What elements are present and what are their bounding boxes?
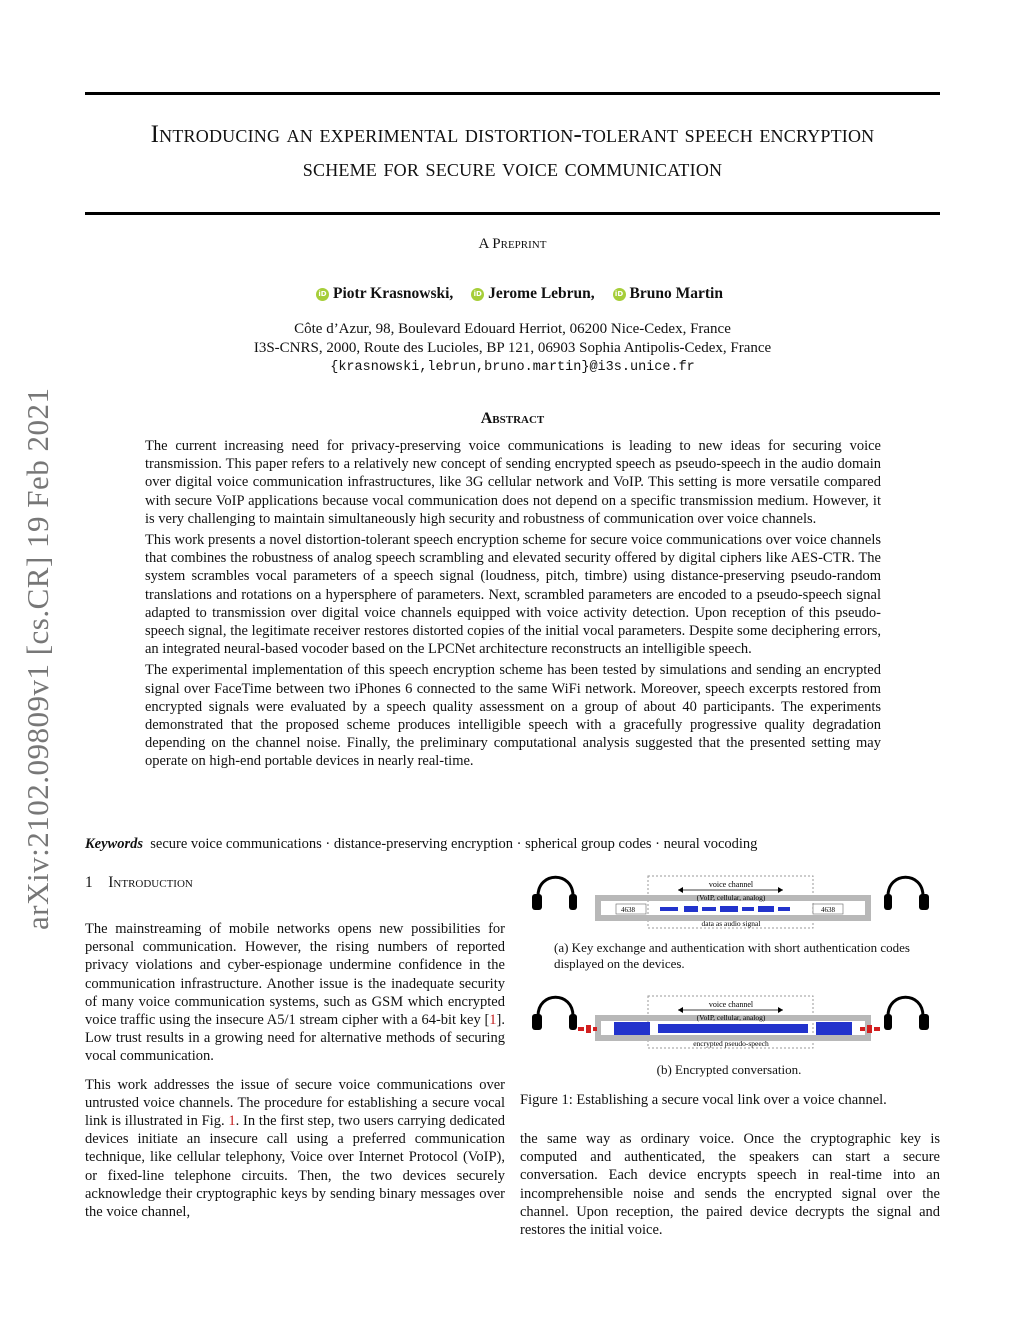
intro-paragraph	[85, 920, 505, 1066]
author-2: Jerome Lebrun,	[488, 285, 595, 302]
channel-label: voice channel	[708, 1000, 754, 1009]
headphones-icon	[532, 1014, 542, 1030]
top-rule	[85, 92, 940, 95]
headphones-icon	[884, 894, 892, 910]
section-heading	[85, 874, 193, 892]
affiliation-line-1: Côte d’Azur, 98, Boulevard Edouard Herriot, 06200 Nice-Cedex, France	[294, 321, 731, 337]
headphones-icon	[569, 1014, 577, 1030]
left-column	[85, 920, 505, 1231]
channel-sublabel: (VoIP, cellular, analog)	[696, 1013, 766, 1022]
subfigure-b-caption: (b) Encrypted conversation.	[656, 1062, 802, 1077]
title-rule	[85, 212, 940, 215]
author-list	[85, 285, 940, 303]
auth-code-left: 4638	[621, 906, 635, 914]
orcid-icon[interactable]: iD	[316, 288, 329, 301]
citation-link[interactable]: 1	[489, 1012, 497, 1029]
abstract-paragraph: This work presents a novel distortion-tolerant speech encryption scheme for secure voice communications over voice channels that combines the robustness of analog speech scrambling and elevated security offered by digital ciphers like AES-CTR. The system scrambles vocal parameters of a speech signal (loudness, pitch, timbre) using distance-preserving pseudo-random translations and rotations on a hypersphere of parameters. Next, scrambled parameters are encoded to a pseudo-speech signal adapted to transmission over digital voice channels equipped with voice activity detection. Upon reception of this pseudo-speech signal, the legitimate receiver restores distorted copies of the initial vocal parameters. Despite some deciphering errors, an integrated neural-based vocoder based on the LPCNet architecture reconstructs an intelligible speech.	[145, 532, 881, 658]
panel-a	[532, 876, 929, 928]
affiliation-line-2: I3S-CNRS, 2000, Route des Lucioles, BP 121, 06903 Sophia Antipolis-Cedex, France	[253, 340, 772, 356]
headphones-icon	[888, 877, 923, 896]
paper-title	[85, 118, 940, 186]
text-run: The mainstreaming of mobile networks opens new possibilities for personal communication. However, the rising numbers of reported privacy violations and cyber-espionage undermine confidence in the communication infrastructure. Another issue is the inadequate security of many voice communication systems, such as GSM which encrypted voice traffic using the insecure A5/1 stream cipher with a 64-bit key [	[85, 921, 505, 1029]
keywords-label: Keywords	[85, 836, 143, 852]
keywords-text: secure voice communications · distance-preserving encryption · spherical group codes · neural vocoding	[150, 836, 758, 852]
text-run: This work addresses the issue of secure voice communications over untrusted voice channels. The procedure for establishing a secure vocal link is illustrated in Fig.	[85, 1076, 505, 1130]
channel-label: voice channel	[708, 880, 754, 889]
auth-code-right: 4638	[821, 906, 835, 914]
section-number: 1	[85, 874, 93, 891]
intro-paragraph: the same way as ordinary voice. Once the cryptographic key is computed and authenticated, the speakers can start a secure conversation. Each device encrypts speech in real-time into an incomprehensible noise and sends the encrypted signal over the channel. Upon reception, the paired device decrypts the signal and restores the initial voice.	[520, 1131, 940, 1239]
right-column	[520, 1130, 940, 1249]
arxiv-stamp[interactable]: arXiv:2102.09809v1 [cs.CR] 19 Feb 2021	[20, 387, 55, 930]
waveform-blue	[614, 1022, 650, 1035]
abstract-body	[145, 437, 881, 774]
headphones-icon	[538, 877, 573, 896]
author-emails[interactable]: {krasnowski,lebrun,bruno.martin}@i3s.unice.fr	[330, 360, 695, 375]
abstract-heading: Abstract	[480, 410, 545, 427]
waveform-blue	[660, 906, 790, 912]
headphones-icon	[569, 894, 577, 910]
keywords	[85, 836, 940, 853]
text-run: ]. Low trust results in a growing need for alternative methods of securing vocal communication.	[85, 1012, 505, 1065]
headphones-icon	[919, 1014, 929, 1030]
figure-link[interactable]: 1	[228, 1113, 236, 1130]
channel-bottom-label: encrypted pseudo-speech	[693, 1039, 769, 1048]
author-1: Piotr Krasnowski,	[333, 285, 454, 302]
subfigure-a-caption: (a) Key exchange and authentication with short authentication codes displayed on the devices.	[554, 940, 910, 971]
figure-1	[518, 866, 940, 1116]
channel-sublabel: (VoIP, cellular, analog)	[696, 893, 766, 902]
title-line-2: scheme for secure voice communication	[302, 155, 723, 182]
headphones-icon	[919, 894, 929, 910]
orcid-icon[interactable]: iD	[613, 288, 626, 301]
waveform-blue	[658, 1024, 808, 1033]
panel-b	[532, 996, 929, 1048]
headphones-icon	[884, 1014, 892, 1030]
abstract-paragraph: The current increasing need for privacy-preserving voice communications is leading to new ideas for securing voice transmission. This paper refers to a relatively new concept of sending encrypted speech as pseudo-speech in the audio domain over digital voice communication infrastructures, like 3G cellular network and VoIP. This setting is more versatile compared with secure VoIP applications because vocal communication does not depend on a specific transmission medium. However, it is very challenging to maintain simultaneously high security and robustness of communication over voice channels.	[145, 438, 881, 527]
section-title: Introduction	[108, 874, 193, 891]
text-run: . In the first step, two users carrying dedicated devices initiate an insecure call using a preferred communication technique, like cellular telephony, Voice over Internet Protocol (VoIP), or fixed-line telephone circuits. Then, the two devices securely acknowledge their cryptographic keys by sending binary messages over the voice channel,	[85, 1113, 505, 1221]
preprint-label: A Preprint	[478, 236, 547, 252]
author-3: Bruno Martin	[629, 285, 723, 302]
headphones-icon	[532, 894, 542, 910]
headphones-icon	[538, 997, 573, 1016]
orcid-icon[interactable]: iD	[471, 288, 484, 301]
affiliation	[85, 320, 940, 377]
abstract-paragraph: The experimental implementation of this speech encryption scheme has been tested by simulations and sending an encrypted signal over FaceTime between two iPhones 6 connected to the same WiFi network. Moreover, speech excerpts restored from encrypted signals were evaluated by a speech quality assessment on a group of about 40 participants. The experiments demonstrated that the proposed scheme produces intelligible speech with a gracefully progressive quality degradation depending on the channel noise. Finally, the preliminary computational analysis suggested that the presented setting may operate on high-end portable devices in nearly real-time.	[145, 662, 881, 770]
channel-bottom-label: data as audio signal	[701, 919, 761, 928]
waveform-blue	[816, 1022, 852, 1035]
title-line-1: Introducing an experimental distortion-tolerant speech encryption	[150, 121, 875, 148]
headphones-icon	[888, 997, 923, 1016]
intro-paragraph	[85, 1076, 505, 1222]
figure-caption: Figure 1: Establishing a secure vocal link over a voice channel.	[520, 1092, 887, 1108]
